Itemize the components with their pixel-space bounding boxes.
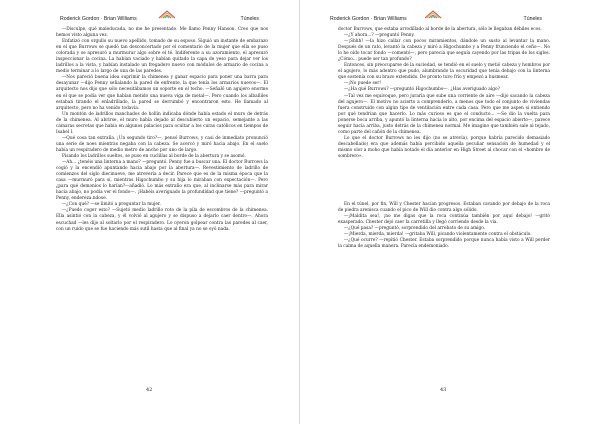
right-page <box>300 0 600 424</box>
paragraph: —¡Maldita sea!, ¡no me digas que la roca continúa también por aquí debajo! —gritó exasperado. Chester dejó caer la carretilla y llegó corriendo desde la vía. <box>338 214 550 226</box>
right-page-body <box>338 27 550 250</box>
paragraph: —¡Mierda, mierda, mierda! —gritaba Will, picando violentamente contra el obstáculo. <box>344 232 532 238</box>
page-number: 42 <box>146 387 153 393</box>
paragraph: —¡Shhh! —la hizo callar con pocos miramientos, dándole un susto al levantar la mano. Después de un rato, levantó la cabeza y miró a Higochumbo y a Penny frunciendo el ceño—. No lo he oído tocar fondo —comentó—, pero parecía que seguía cayendo por las tripas de los siglos. ¿Cómo... puede ser tan profundo? <box>338 39 550 63</box>
running-head-title: Túneles <box>523 16 542 22</box>
paragraph: —¿Qué ocurre? —repitió Chester. Estaba sorprendido porque nunca había visto a Will perder la calma de aquella manera. Parecía endemoniado. <box>338 238 550 250</box>
paragraph: —¿Ha qué Burrows? —preguntó Higochumbo—. ¿Has averiguado algo? <box>344 87 500 93</box>
section-break <box>338 160 550 202</box>
paragraph: —¿Puedo coger esto? —Sujetó medio ladrillo roto de la pila de escombros de la chimenea. Ella asintió con la cabeza, y él volvió al agujero y se dispuso a dejarlo caer dentro—. Ahora escuchad —les dijo al soltarlo por el respiradero. Lo oyeron golpear contra las paredes al caer, con un ruido que se fue haciendo más sutil hasta que al final ya no se oyó nada. <box>56 208 268 232</box>
publisher-logo-icon <box>424 8 442 20</box>
running-head-authors: Roderick Gordon · Brian Williams <box>330 16 407 22</box>
paragraph: Pisando los ladrillos sueltos, se puso en cuclillas al borde de la abertura y se asomó. <box>62 153 246 159</box>
left-page-body <box>56 27 268 233</box>
running-head-authors: Roderick Gordon · Brian Williams <box>60 16 137 22</box>
page-number: 43 <box>440 387 447 393</box>
paragraph: —Nos pareció buena idea suprimir la chimenea y ganar espacio para poner una barra para desayunar —dijo Penny señalando la pared de enfrente, la que tenía los armarios nuevos—. El arquitecto nos dijo que sólo necesitábamos un soporte en el techo. —Señaló un agujero enorme en el que se podía ver que habían metido una nueva viga de metal—. Pero cuando los albañiles estaban tirando el enladrillado, la pared se derrumbó y encontraron esto. He llamado al arquitecto, pero no ha venido todavía. <box>56 75 268 111</box>
paragraph: —¿Qué pasa? —preguntó, sorprendido del arrebato de su amigo. <box>344 226 486 232</box>
running-head-title: Túneles <box>240 16 259 22</box>
publisher-logo-icon <box>158 8 176 20</box>
paragraph: —¡No puede ser! <box>344 81 381 87</box>
paragraph: En el túnel, por fin, Will y Chester hacían progresos. Estaban cavando por debajo de la roca de piedra arenisca cuando el pico de Will dio contra algo sólido. <box>338 202 550 214</box>
paragraph: —¿Con qué? —se limitó a preguntar la mujer. <box>62 202 161 208</box>
paragraph: —Tal vez me equivoque, pero juraría que sube una corriente de aire —dijo sacando la cabeza del agujero—. El motivo no acierto a comprenderlo, a menos que todo el conjunto de viviendas fuera construido con algún tipo de ventilación entre cada casa. Pero que me aspen si entiendo por qué tendrían que hacerlo. Lo más curioso es que el conducto... —Se dio la vuelta para ponerse boca arriba, y apuntó la linterna hacia lo alto, por encima del espacio abierto—, parece seguir hacia arriba, justo detrás de la chimenea normal. Me imagino que también sale al tejado, como parte del cañón de la chimenea. <box>338 93 550 135</box>
paragraph: —Disculpe, qué maleducada, no me he presentado. Me llamo Penny Hanson. Creo que nos hemos visto alguna vez. <box>56 27 268 39</box>
paragraph: Entonces, sin preocuparse de la suciedad, se tendió en el suelo y metió cabeza y hombros por el agujero, lo más adentro que pudo, alumbrando la oscuridad que tenía debajo con la linterna que sostenía con su brazo extendido. De pronto tuvo frío y empezó a husmear. <box>338 63 550 81</box>
paragraph: doctor Burrows, que estaba arrodillado al borde de la abertura, sólo le llegaban débiles ecos. <box>338 27 542 32</box>
paragraph: —¿Y ahora...? —preguntó Penny. <box>344 33 415 39</box>
paragraph: —Ah... ¿tenéis una linterna a mano? —preguntó. Penny fue a buscar una. El doctor Burrows la cogió y la encendió apuntando hacia abajo por la abertura—. Revestimiento de ladrillo de comienzos del siglo diecinueve, me atrevería a decir. Parece que es de la misma época que la casa —murmuró para sí, mientras Higochumbo y su hija lo miraban con expectación—. Pero ¿para qué demonios lo harían?—añadió. Lo más extraño era que, al inclinarse más para mirar hacia abajo, no podía ver el fondo—. ¡Habéis averiguado la profundidad que tiene? —preguntó a Penny, endereza.ndose. <box>56 160 268 202</box>
paragraph: Lo que el doctor Burrows no les dijo (no se atrevía), porque habría parecido demasiado descabellado) era que además había percibido aquella peculiar sensación de humedad y el mismo olor a moho que había notado el día anterior en High Street al chocar con el «hombre de sombrero». <box>338 135 550 159</box>
paragraph: Enfatizó con orgullo su nuevo apellido, tomado de su esposo. Siguió un instante de embarazo en el que Burrows se quedó tan desconcertado por el comentario de la mujer que ella se puso colorada y se apresuró a murmurar algo sobre el té. Indiferente a su azoramiento, el apresuró inspeccionar la cocina. La habían vaciado y habían quitado la capa de yeso para dejar ver los ladrillos a la vista, y habían instalado un fregadero nuevo con módulos de armario de cocina a medio terminar a lo largo de una de las paredes. <box>56 39 268 75</box>
paragraph: —Qué cosa tan extraña. ¡Un segundo tiro?—, pensó Burrows, y casi de inmediato pronunció una serie de noes mientras negaba con la cabeza. Se acercó y miró hacia abajo. En el suelo había un respiradero de medio metro de ancho por uno de largo. <box>56 135 268 153</box>
paragraph: Un montón de ladrillos manchados de hollín indicaba dónde había estado el muro de detrás de la chimenea. Al abrirse, el muro había dejado al descubierto un espacio, semejante a las cámaras secretas que había en algunos palacios para ocultar a los curas católicos en tiempos de Isabel I. <box>56 111 268 135</box>
